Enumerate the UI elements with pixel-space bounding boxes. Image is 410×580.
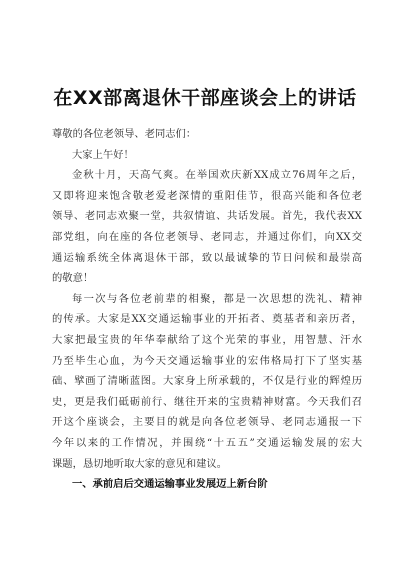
paragraph-1-line-4: 部党组，向在座的各位老领导、老同志，并通过你们，向XX交: [52, 230, 362, 243]
paragraph-2-line-1: 每一次与各位老前辈的相聚，都是一次思想的洗礼、精神: [72, 292, 362, 305]
paragraph-1-line-2: 又即将迎来饱含敬老爱老深情的重阳佳节，很高兴能和各位老: [52, 189, 362, 202]
paragraph-2-line-3: 大家把最宝贵的年华奉献给了这个光荣的事业，用智慧、汗水: [52, 333, 362, 346]
paragraph-2-line-7: 开这个座谈会，主要目的就是向各位老领导、老同志通报一下: [52, 416, 362, 429]
paragraph-1-line-5: 通运输系统全体离退休干部，致以最诚挚的节日问候和最崇高: [52, 251, 362, 264]
salutation-line: 尊敬的各位老领导、老同志们：: [52, 128, 197, 140]
paragraph-2-line-4: 乃至毕生心血，为今天交通运输事业的宏伟格局打下了坚实基: [52, 354, 362, 367]
paragraph-2-line-8: 今年以来的工作情况，并围绕“十五五”交通运输发展的宏大: [52, 436, 362, 449]
paragraph-1-line-3: 领导、老同志欢聚一堂，共叙情谊、共话发展。首先，我代表XX: [52, 210, 362, 223]
greeting-line: 大家上午好！: [72, 148, 134, 161]
paragraph-2-line-5: 础、擘画了清晰蓝图。大家身上所承载的，不仅是行业的辉煌历: [52, 375, 362, 388]
document-body: [52, 124, 362, 495]
section-heading: 一、承前启后交通运输事业发展迈上新台阶: [72, 478, 268, 491]
paragraph-1-line-6: 的敬意！: [52, 272, 94, 285]
paragraph-2-line-6: 史，更是我们砥砺前行、继往开来的宝贵精神财富。今天我们召: [52, 395, 362, 408]
paragraph-2-line-2: 的传承。大家是XX交通运输事业的开拓者、奠基者和亲历者，: [52, 313, 362, 326]
paragraph-1-line-1: 金秋十月，天高气爽。在举国欢庆新XX成立76周年之后，: [72, 169, 362, 182]
paragraph-2-line-9: 课题，恳切地听取大家的意见和建议。: [52, 457, 228, 470]
document-title: 在XX部离退休干部座谈会上的讲话: [53, 87, 357, 109]
